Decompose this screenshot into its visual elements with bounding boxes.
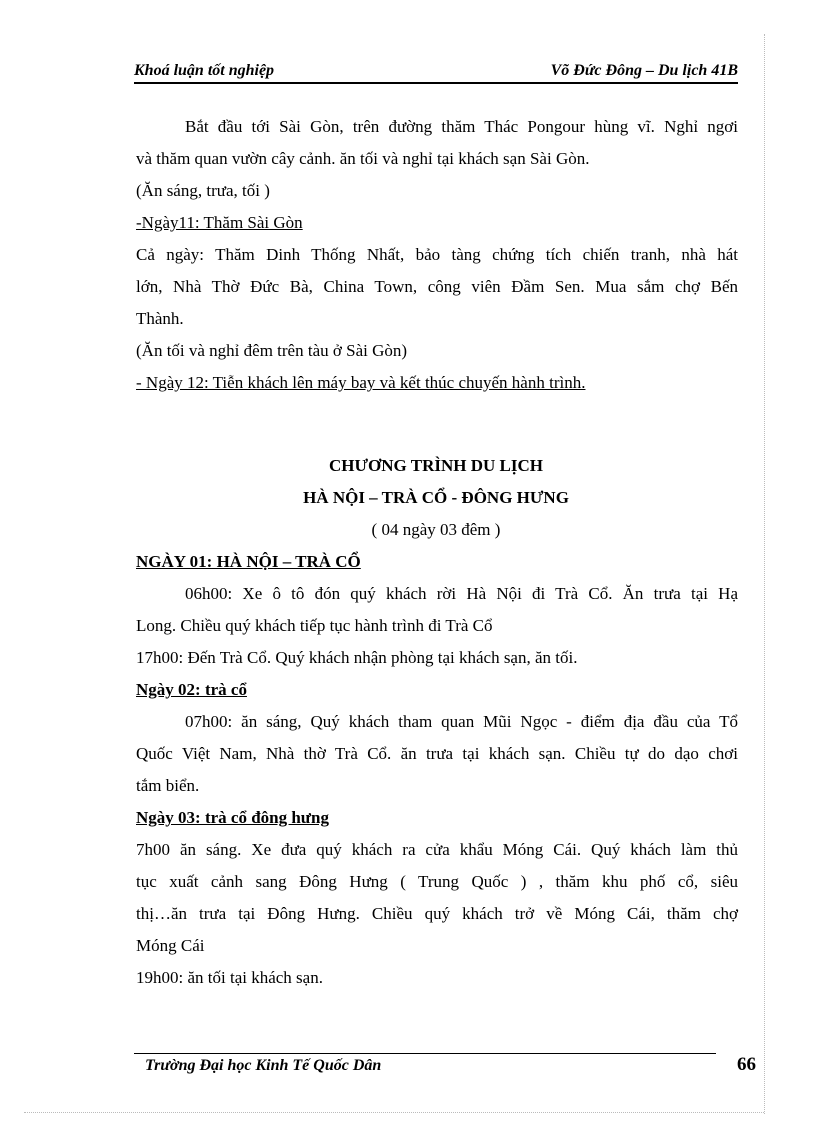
day01-heading: NGÀY 01: HÀ NỘI – TRÀ CỔ	[136, 552, 361, 571]
day03-heading: Ngày 03: trà cổ đông hưng	[136, 808, 329, 827]
header-right-author: Võ Đức Đông – Du lịch 41B	[550, 62, 738, 79]
page-border-bottom	[24, 1112, 764, 1113]
paragraph-line: Bắt đầu tới Sài Gòn, trên đường thăm Thác Pongour hùng vĩ. Nghỉ ngơi	[185, 117, 738, 136]
header-rule	[134, 82, 738, 84]
paragraph-line: Long. Chiều quý khách tiếp tục hành trình đi Trà Cổ	[136, 616, 493, 635]
day12-line: - Ngày 12: Tiễn khách lên máy bay và kết thúc chuyến hành trình.	[136, 373, 586, 392]
paragraph-line: 07h00: ăn sáng, Quý khách tham quan Mũi Ngọc - điểm địa đầu của Tổ	[185, 712, 738, 731]
paragraph-line: Móng Cái	[136, 936, 205, 955]
paragraph-line: Cả ngày: Thăm Dinh Thống Nhất, bảo tàng chứng tích chiến tranh, nhà hát	[136, 245, 738, 264]
paragraph-line: 17h00: Đến Trà Cổ. Quý khách nhận phòng tại khách sạn, ăn tối.	[136, 648, 578, 667]
paragraph-line: 7h00 ăn sáng. Xe đưa quý khách ra cửa khẩu Móng Cái. Quý khách làm thủ	[136, 840, 738, 859]
paragraph-line: thị…ăn trưa tại Đông Hưng. Chiều quý khách trở về Móng Cái, thăm chợ	[136, 904, 738, 923]
paragraph-line: Quốc Việt Nam, Nhà thờ Trà Cổ. ăn trưa tại khách sạn. Chiều tự do dạo chơi	[136, 744, 738, 763]
page-header	[134, 62, 738, 82]
footer-school: Trường Đại học Kinh Tế Quốc Dân	[145, 1057, 382, 1074]
footer-rule	[134, 1053, 716, 1054]
header-left-title: Khoá luận tốt nghiệp	[134, 62, 275, 79]
paragraph-line: lớn, Nhà Thờ Đức Bà, China Town, công viên Đầm Sen. Mua sắm chợ Bến	[136, 277, 738, 296]
paragraph-line: và thăm quan vườn cây cảnh. ăn tối và nghỉ tại khách sạn Sài Gòn.	[136, 149, 590, 168]
day02-heading: Ngày 02: trà cổ	[136, 680, 247, 699]
page-number: 66	[737, 1054, 756, 1075]
paragraph-line: 19h00: ăn tối tại khách sạn.	[136, 968, 323, 987]
program-duration: ( 04 ngày 03 đêm )	[371, 520, 501, 539]
paragraph-line: tục xuất cảnh sang Đông Hưng ( Trung Quốc ) , thăm khu phố cổ, siêu	[136, 872, 738, 891]
program-route: HÀ NỘI – TRÀ CỔ - ĐÔNG HƯNG	[303, 488, 569, 507]
program-title: CHƯƠNG TRÌNH DU LỊCH	[329, 456, 543, 475]
meals-note: (Ăn tối và nghỉ đêm trên tàu ở Sài Gòn)	[136, 341, 408, 360]
paragraph-line: tắm biển.	[136, 776, 200, 795]
paragraph-line: 06h00: Xe ô tô đón quý khách rời Hà Nội đi Trà Cổ. Ăn trưa tại Hạ	[185, 584, 738, 603]
page-border-right	[764, 34, 765, 1114]
day11-heading: -Ngày11: Thăm Sài Gòn	[136, 213, 303, 232]
paragraph-line: Thành.	[136, 309, 184, 328]
meals-note: (Ăn sáng, trưa, tối )	[136, 181, 270, 200]
